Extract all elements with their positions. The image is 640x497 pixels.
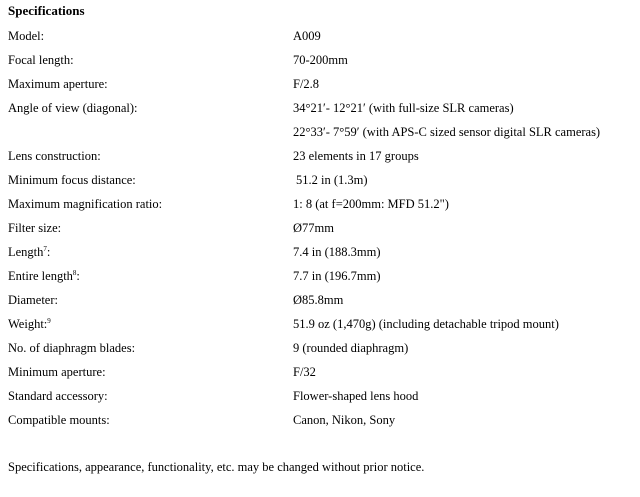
spec-label: No. of diaphragm blades: <box>8 341 136 355</box>
spec-label-suffix: : <box>76 269 80 283</box>
spec-row-model <box>8 24 632 48</box>
spec-label-text: Weight: <box>8 317 48 331</box>
spec-value: 51.2 in (1.3m) <box>296 173 368 187</box>
spec-value: F/2.8 <box>293 77 320 91</box>
spec-value: Canon, Nikon, Sony <box>293 413 396 427</box>
spec-label: Diameter: <box>8 293 58 307</box>
spec-row-minimum-aperture <box>8 360 632 384</box>
spec-row-maximum-aperture <box>8 72 632 96</box>
footnote-marker: 8 <box>72 269 77 277</box>
spec-row-lens-construction <box>8 144 632 168</box>
footnote-marker: 9 <box>47 317 51 325</box>
specifications-table <box>8 24 632 432</box>
spec-row-weight <box>8 312 632 336</box>
spec-value: 23 elements in 17 groups <box>293 149 419 163</box>
spec-label <box>8 312 51 336</box>
spec-value: 70-200mm <box>293 53 348 67</box>
spec-value: 51.9 oz (1,470g) (including detachable tripod mount) <box>293 317 559 331</box>
spec-label: Focal length: <box>8 53 74 67</box>
spec-value: Ø85.8mm <box>293 293 344 307</box>
spec-value: Ø77mm <box>293 221 334 235</box>
spec-row-diaphragm-blades <box>8 336 632 360</box>
spec-row-minimum-focus-distance <box>8 168 632 192</box>
spec-value: Flower-shaped lens hood <box>293 389 419 403</box>
spec-label <box>8 264 80 288</box>
spec-label: Model: <box>8 29 45 43</box>
spec-label-text: Length <box>8 245 44 259</box>
spec-row-focal-length <box>8 48 632 72</box>
spec-label: Filter size: <box>8 221 62 235</box>
disclaimer-note: Specifications, appearance, functionality, etc. may be changed without prior notice. <box>8 460 425 474</box>
spec-value: A009 <box>293 29 321 43</box>
spec-label <box>8 240 50 264</box>
page-title: Specifications <box>8 3 85 18</box>
spec-label: Maximum aperture: <box>8 77 108 91</box>
spec-label: Compatible mounts: <box>8 413 110 427</box>
spec-value: F/32 <box>293 365 316 379</box>
spec-label: Minimum aperture: <box>8 365 106 379</box>
spec-value: 7.4 in (188.3mm) <box>293 245 381 259</box>
spec-row-compatible-mounts <box>8 408 632 432</box>
spec-label: Angle of view (diagonal): <box>8 101 138 115</box>
spec-row-filter-size <box>8 216 632 240</box>
spec-row-angle-of-view <box>8 96 632 120</box>
spec-value: 9 (rounded diaphragm) <box>293 341 409 355</box>
spec-value: 1: 8 (at f=200mm: MFD 51.2") <box>293 197 449 211</box>
spec-label-suffix: : <box>46 245 51 259</box>
spec-label: Minimum focus distance: <box>8 173 136 187</box>
spec-value: 7.7 in (196.7mm) <box>293 269 381 283</box>
spec-label: Maximum magnification ratio: <box>8 197 163 211</box>
spec-value: 22°33′- 7°59′ (with APS-C sized sensor digital SLR cameras) <box>293 125 601 139</box>
spec-row-diameter <box>8 288 632 312</box>
spec-label: Standard accessory: <box>8 389 108 403</box>
spec-label: Lens construction: <box>8 149 101 163</box>
spec-label-text: Entire length <box>8 269 73 283</box>
spec-row-length <box>8 240 632 264</box>
spec-row-angle-of-view-apsc <box>8 120 632 144</box>
spec-row-standard-accessory <box>8 384 632 408</box>
spec-row-entire-length <box>8 264 632 288</box>
footnote-marker: 7 <box>43 245 47 253</box>
spec-value: 34°21′- 12°21′ (with full-size SLR cameras) <box>293 101 514 115</box>
spec-row-maximum-magnification <box>8 192 632 216</box>
